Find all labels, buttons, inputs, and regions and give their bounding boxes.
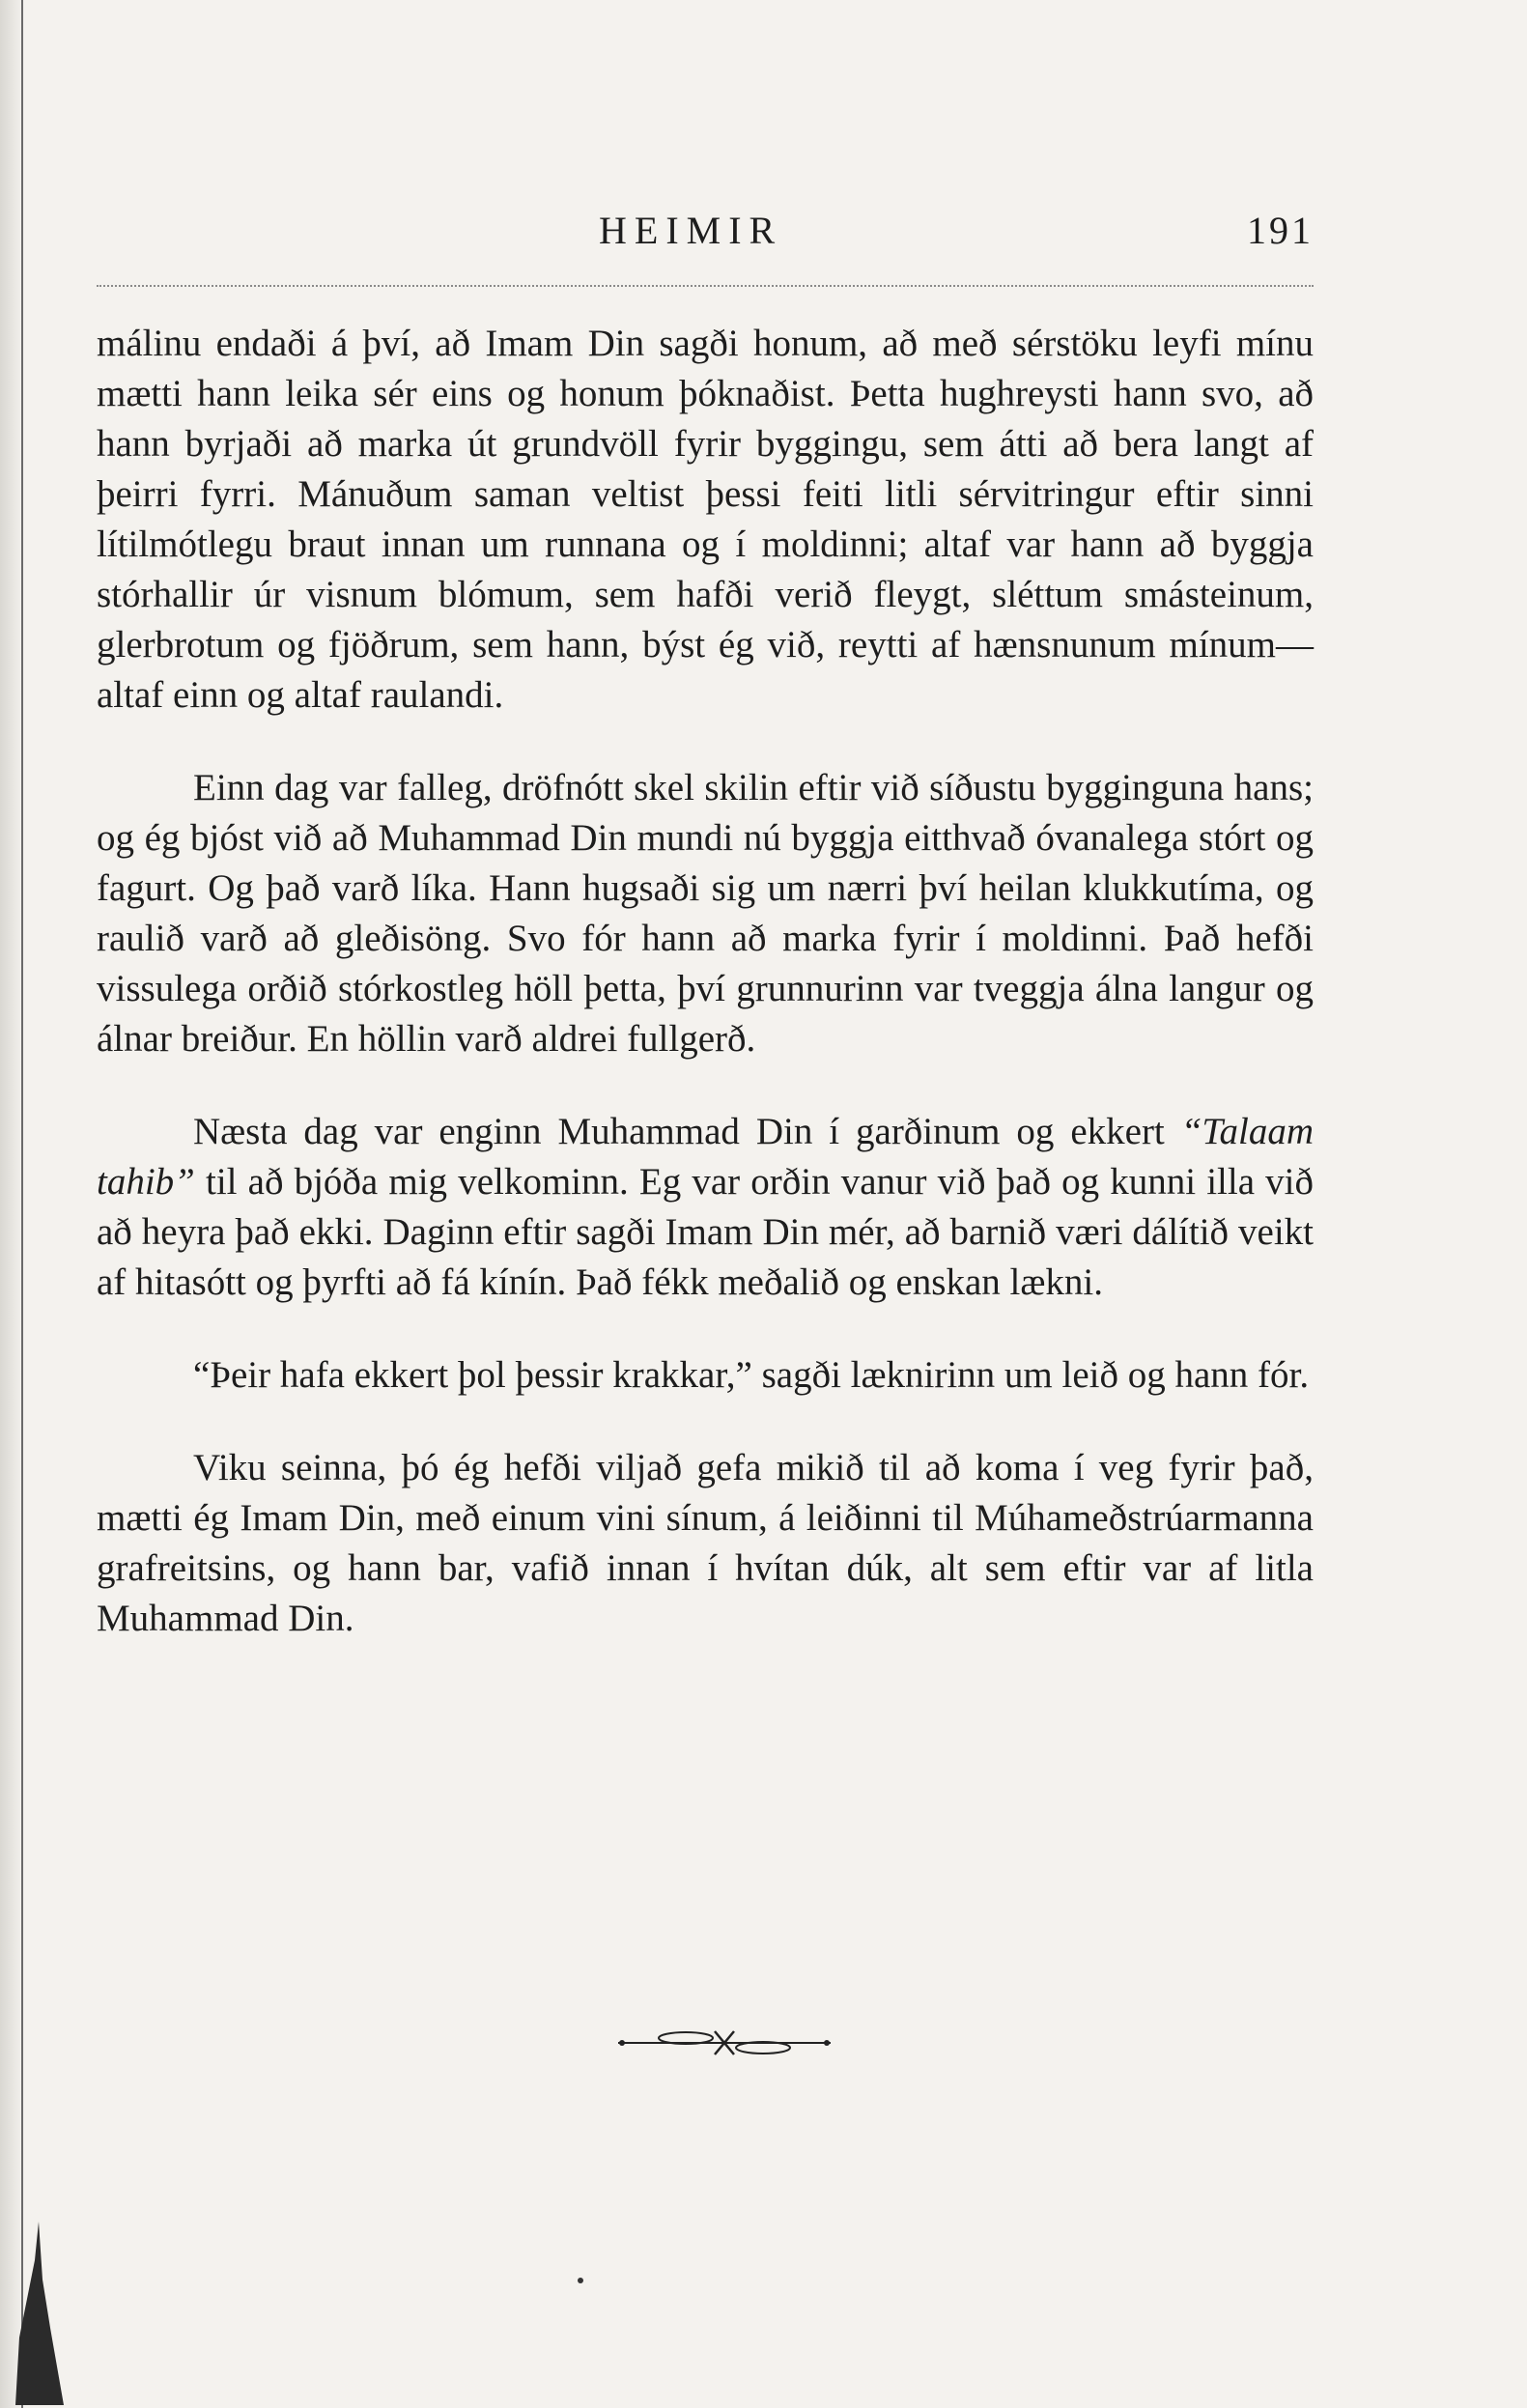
page-header xyxy=(97,208,1314,266)
ink-speck xyxy=(578,2278,583,2283)
paragraph-3-start: Næsta dag var enginn Muhammad Din í garðinum og ekkert xyxy=(193,1111,1181,1152)
paragraph-2: Einn dag var falleg, dröfnótt skel skilin eftir við síðustu bygginguna hans; og ég bjóst við að Muhammad Din mundi nú byggja eitthvað óvanalega stórt og fagurt. Og það varð líka. Hann hugsaði sig um nærri því heilan klukkutíma, og raulið varð að gleðisöng. Svo fór hann að marka fyrir í moldinni. Það hefði vissulega orðið stórkostleg höll þetta, því grunnurinn var tveggja álna langur og álnar breiður. En höllin varð aldrei fullgerð. xyxy=(97,767,1314,1060)
paragraph-3-end: til að bjóða mig velkominn. Eg var orðin vanur við það og kunni illa við að heyra það ekki. Daginn eftir sagði Imam Din mér, að barnið væri dálítið veikt af hitasótt og þyrfti að fá kínín. Það fékk meðalið og enskan lækni. xyxy=(97,1161,1314,1303)
tailpiece-ornament-icon xyxy=(618,2024,831,2062)
paragraph-4: “Þeir hafa ekkert þol þessir krakkar,” sagði læknirinn um leið og hann fór. xyxy=(193,1354,1310,1396)
greeting-phrase: “Talaam tahib” xyxy=(97,1111,1314,1203)
body-text xyxy=(97,319,1314,1686)
binding-shadow-mark xyxy=(6,2222,73,2405)
running-title: HEIMIR xyxy=(599,209,783,252)
page-number: 191 xyxy=(1247,209,1314,252)
paragraph-3 xyxy=(97,1107,1314,1308)
header-rule xyxy=(97,285,1314,287)
page-binding-edge xyxy=(0,0,23,2408)
paragraph-1: málinu endaði á því, að Imam Din sagði honum, að með sérstöku leyfi mínu mætti hann leika sér eins og honum þóknaðist. Þetta hughreysti hann svo, að hann byrjaði að marka út grundvöll fyrir byggingu, sem átti að bera langt af þeirri fyrri. Mánuðum saman veltist þessi feiti litli sérvitringur eftir sinni lítilmótlegu braut innan um runnana og í moldinni; altaf var hann að byggja stórhallir úr visnum blómum, sem hafði verið fleygt, sléttum smásteinum, glerbrotum og fjöðrum, sem hann, býst ég við, reytti af hænsnunum mínum—altaf einn og altaf raulandi. xyxy=(97,323,1314,716)
paragraph-5: Viku seinna, þó ég hefði viljað gefa mikið til að koma í veg fyrir það, mætti ég Imam Din, með einum vini sínum, á leiðinni til Múhameðstrúarmanna grafreitsins, og hann bar, vafið innan í hvítan dúk, alt sem eftir var af litla Muhammad Din. xyxy=(97,1447,1314,1639)
